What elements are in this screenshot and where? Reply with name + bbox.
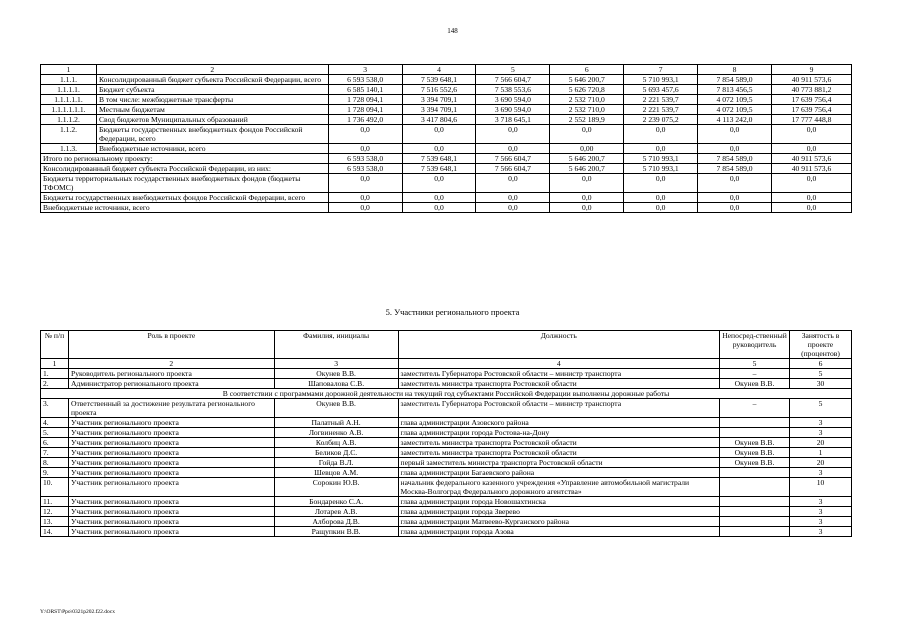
participant-role: Участник регионального проекта	[68, 497, 274, 507]
row-value: 5 710 993,1	[624, 75, 698, 85]
header-role: Роль в проекте	[68, 331, 274, 359]
row-value: 7 566 604,7	[476, 164, 550, 174]
table-row	[41, 517, 852, 527]
participant-supervisor: –	[720, 399, 790, 418]
table-row	[41, 154, 852, 164]
row-value: 5 626 720,8	[550, 85, 624, 95]
row-value: 7 566 604,7	[476, 75, 550, 85]
row-code: 1.1.3.	[41, 144, 97, 154]
table-row	[41, 448, 852, 458]
row-value: 5 710 993,1	[624, 154, 698, 164]
participant-supervisor: Окунев В.В.	[720, 448, 790, 458]
header-position: Должность	[398, 331, 720, 359]
row-name: Бюджет субъекта	[96, 85, 328, 95]
row-value: 3 417 804,6	[402, 115, 476, 125]
participant-position: глава администрации города Азова	[398, 527, 720, 537]
table-row	[41, 115, 852, 125]
header-num: № п/п	[41, 331, 69, 359]
table-row	[41, 125, 852, 144]
column-index: 1	[41, 65, 97, 75]
column-index: 4	[402, 65, 476, 75]
participant-role: Администратор регионального проекта	[68, 379, 274, 389]
participant-employment: 5	[789, 369, 851, 379]
row-name: Внебюджетные источники, всего	[41, 203, 329, 213]
table-row	[41, 85, 852, 95]
participant-role: Ответственный за достижение результата регионального проекта	[68, 399, 274, 418]
participant-employment: 1	[789, 448, 851, 458]
row-name: Итого по региональному проекту:	[41, 154, 329, 164]
row-value: 0,0	[772, 203, 852, 213]
participant-position: глава администрации Азовского района	[398, 418, 720, 428]
row-value: 2 239 075,2	[624, 115, 698, 125]
row-name: Бюджеты государственных внебюджетных фондов Российской Федерации, всего	[96, 125, 328, 144]
row-value: 0,0	[624, 193, 698, 203]
row-value: 3 690 594,0	[476, 105, 550, 115]
participant-role: Участник регионального проекта	[68, 527, 274, 537]
file-path-footer: Y:\ORST\Ppo\0321p202.f22.docx	[40, 609, 115, 615]
participant-role: Участник регионального проекта	[68, 418, 274, 428]
participants-table	[40, 330, 852, 537]
table-row	[41, 75, 852, 85]
participant-name: Бондаренко С.А.	[274, 497, 398, 507]
table-row	[41, 95, 852, 105]
row-value: 5 693 457,6	[624, 85, 698, 95]
column-index: 3	[274, 359, 398, 369]
row-value: 7 539 648,1	[402, 154, 476, 164]
participant-supervisor: Окунев В.В.	[720, 379, 790, 389]
header-supervisor: Непосред-ственный руководитель	[720, 331, 790, 359]
participant-num: 2.	[41, 379, 69, 389]
participant-employment: 20	[789, 438, 851, 448]
row-value: 0,0	[476, 193, 550, 203]
participant-role: Участник регионального проекта	[68, 517, 274, 527]
participant-num: 4.	[41, 418, 69, 428]
participant-employment: 3	[789, 507, 851, 517]
row-value: 6 593 538,0	[328, 154, 402, 164]
participant-role: Руководитель регионального проекта	[68, 369, 274, 379]
row-value: 0,0	[550, 174, 624, 193]
participant-position: глава администрации города Ростова-на-Дону	[398, 428, 720, 438]
table-row	[41, 399, 852, 418]
row-value: 4 113 242,0	[698, 115, 772, 125]
row-name: Внебюджетные источники, всего	[96, 144, 328, 154]
participant-supervisor	[720, 527, 790, 537]
row-name: В том числе: межбюджетные трансферты	[96, 95, 328, 105]
row-value: 6 593 538,0	[328, 164, 402, 174]
participant-name: Палатный А.Н.	[274, 418, 398, 428]
participant-num: 14.	[41, 527, 69, 537]
participant-supervisor	[720, 478, 790, 497]
participant-num: 12.	[41, 507, 69, 517]
participants-header-row	[41, 331, 852, 359]
row-value: 2 552 189,9	[550, 115, 624, 125]
row-value: 7 854 589,0	[698, 154, 772, 164]
row-value: 0,00	[550, 144, 624, 154]
row-value: 0,0	[624, 144, 698, 154]
row-value: 7 539 648,1	[402, 75, 476, 85]
participant-position: первый заместитель министра транспорта Ростовской области	[398, 458, 720, 468]
participant-name: Окунев В.В.	[274, 399, 398, 418]
participant-supervisor	[720, 468, 790, 478]
row-value: 0,0	[624, 203, 698, 213]
row-value: 0,0	[402, 125, 476, 144]
table-row	[41, 507, 852, 517]
row-value: 7 516 552,6	[402, 85, 476, 95]
participant-role: Участник регионального проекта	[68, 438, 274, 448]
table-row	[41, 164, 852, 174]
row-value: 0,0	[328, 125, 402, 144]
participant-supervisor	[720, 497, 790, 507]
row-value: 7 813 456,5	[698, 85, 772, 95]
participant-role: Участник регионального проекта	[68, 448, 274, 458]
row-value: 0,0	[772, 144, 852, 154]
participant-name: Окунев В.В.	[274, 369, 398, 379]
column-index: 5	[720, 359, 790, 369]
participant-num: 8.	[41, 458, 69, 468]
row-value: 2 221 539,7	[624, 95, 698, 105]
table-row	[41, 193, 852, 203]
column-index: 7	[624, 65, 698, 75]
row-value: 7 854 589,0	[698, 164, 772, 174]
row-value: 0,0	[476, 125, 550, 144]
participant-position: начальник федерального казенного учреждения «Управление автомобильной магистрали Москва-Волгоград Федерального дорожного агентства»	[398, 478, 720, 497]
row-name: Свод бюджетов Муниципальных образований	[96, 115, 328, 125]
participant-name: Лотарев А.В.	[274, 507, 398, 517]
participant-num: 1.	[41, 369, 69, 379]
table-row	[41, 497, 852, 507]
participant-num: 11.	[41, 497, 69, 507]
participant-role: Участник регионального проекта	[68, 478, 274, 497]
row-name: Бюджеты государственных внебюджетных фондов Российской Федерации, всего	[41, 193, 329, 203]
row-code: 1.1.1.1.1.1.	[41, 105, 97, 115]
table-row	[41, 458, 852, 468]
column-index: 2	[96, 65, 328, 75]
row-value: 0,0	[698, 144, 772, 154]
row-value: 3 718 645,1	[476, 115, 550, 125]
table-row	[41, 174, 852, 193]
participant-employment: 3	[789, 517, 851, 527]
page-number: 148	[447, 27, 458, 35]
row-value: 0,0	[402, 144, 476, 154]
budget-table	[40, 64, 852, 213]
row-name: Местным бюджетам	[96, 105, 328, 115]
row-value: 2 532 710,0	[550, 105, 624, 115]
participants-index-row	[41, 359, 852, 369]
row-code: 1.1.1.2.	[41, 115, 97, 125]
row-value: 0,0	[772, 193, 852, 203]
participant-position: заместитель Губернатора Ростовской области – министр транспорта	[398, 369, 720, 379]
row-value: 3 394 709,1	[402, 105, 476, 115]
participant-position: глава администрации города Новошахтинска	[398, 497, 720, 507]
row-value: 7 539 648,1	[402, 164, 476, 174]
row-value: 5 646 200,7	[550, 75, 624, 85]
participant-num: 10.	[41, 478, 69, 497]
row-value: 0,0	[328, 203, 402, 213]
row-value: 0,0	[772, 125, 852, 144]
row-name: Консолидированный бюджет субъекта Российской Федерации, из них:	[41, 164, 329, 174]
participant-supervisor: Окунев В.В.	[720, 458, 790, 468]
row-code: 1.1.1.	[41, 75, 97, 85]
row-value: 2 532 710,0	[550, 95, 624, 105]
participant-position: глава администрации города Зверево	[398, 507, 720, 517]
participant-role: Участник регионального проекта	[68, 507, 274, 517]
table-row	[41, 203, 852, 213]
row-value: 1 736 492,0	[328, 115, 402, 125]
participant-name: Ращупкин В.В.	[274, 527, 398, 537]
participant-num: 9.	[41, 468, 69, 478]
row-value: 6 593 538,0	[328, 75, 402, 85]
participant-role: Участник регионального проекта	[68, 428, 274, 438]
participant-employment: 3	[789, 527, 851, 537]
row-value: 4 072 109,5	[698, 105, 772, 115]
row-value: 5 646 200,7	[550, 154, 624, 164]
table-row	[41, 379, 852, 389]
section-title: 5. Участники регионального проекта	[385, 307, 520, 317]
row-code: 1.1.1.1.1.	[41, 95, 97, 105]
row-code: 1.1.2.	[41, 125, 97, 144]
participant-employment: 20	[789, 458, 851, 468]
row-value: 0,0	[476, 203, 550, 213]
participant-supervisor	[720, 428, 790, 438]
row-value: 5 646 200,7	[550, 164, 624, 174]
participant-name: Логвиненко А.В.	[274, 428, 398, 438]
participant-num: 5.	[41, 428, 69, 438]
row-value: 0,0	[402, 174, 476, 193]
row-value: 17 639 756,4	[772, 95, 852, 105]
row-value: 0,0	[624, 125, 698, 144]
table-row	[41, 478, 852, 497]
row-value: 17 777 448,8	[772, 115, 852, 125]
row-value: 3 690 594,0	[476, 95, 550, 105]
participant-employment: 30	[789, 379, 851, 389]
participant-name: Гойда В.Л.	[274, 458, 398, 468]
table-row	[41, 369, 852, 379]
column-index: 6	[789, 359, 851, 369]
row-value: 0,0	[328, 144, 402, 154]
participant-num: 7.	[41, 448, 69, 458]
header-employment: Занятость в проекте (процентов)	[789, 331, 851, 359]
span-note: В соответствии с программами дорожной деятельности на текущий год субъектами Российской Федерации выполнены дорожные работы	[41, 389, 852, 399]
row-value: 0,0	[402, 193, 476, 203]
row-value: 0,0	[476, 174, 550, 193]
participant-employment: 5	[789, 399, 851, 418]
row-value: 0,0	[698, 203, 772, 213]
participant-num: 6.	[41, 438, 69, 448]
participant-position: глава администрации Багаевского района	[398, 468, 720, 478]
row-value: 6 585 140,1	[328, 85, 402, 95]
row-value: 40 911 573,6	[772, 154, 852, 164]
table-row	[41, 144, 852, 154]
row-value: 3 394 709,1	[402, 95, 476, 105]
participant-supervisor	[720, 418, 790, 428]
column-index: 2	[68, 359, 274, 369]
participant-employment: 3	[789, 428, 851, 438]
participant-supervisor: –	[720, 369, 790, 379]
row-value: 7 566 604,7	[476, 154, 550, 164]
row-value: 0,0	[328, 193, 402, 203]
participant-supervisor	[720, 517, 790, 527]
row-value: 17 639 756,4	[772, 105, 852, 115]
column-index: 9	[772, 65, 852, 75]
participant-name: Сорокин Ю.В.	[274, 478, 398, 497]
table-row	[41, 418, 852, 428]
participant-name: Беликов Д.С.	[274, 448, 398, 458]
participant-name: Шаповалова С.В.	[274, 379, 398, 389]
participant-position: заместитель министра транспорта Ростовской области	[398, 448, 720, 458]
row-value: 0,0	[550, 203, 624, 213]
participant-position: заместитель Губернатора Ростовской области – министр транспорта	[398, 399, 720, 418]
row-value: 7 854 589,0	[698, 75, 772, 85]
row-value: 1 728 094,1	[328, 105, 402, 115]
row-value: 1 728 094,1	[328, 95, 402, 105]
row-value: 0,0	[772, 174, 852, 193]
column-index: 6	[550, 65, 624, 75]
row-value: 4 072 109,5	[698, 95, 772, 105]
row-value: 0,0	[698, 193, 772, 203]
participant-supervisor	[720, 507, 790, 517]
row-value: 0,0	[550, 125, 624, 144]
row-value: 5 710 993,1	[624, 164, 698, 174]
row-value: 0,0	[698, 174, 772, 193]
row-value: 0,0	[328, 174, 402, 193]
table-row	[41, 105, 852, 115]
participant-position: глава администрации Матвеево-Курганского района	[398, 517, 720, 527]
participant-role: Участник регионального проекта	[68, 468, 274, 478]
row-value: 7 538 553,6	[476, 85, 550, 95]
column-index: 3	[328, 65, 402, 75]
column-index: 1	[41, 359, 69, 369]
header-name: Фамилия, инициалы	[274, 331, 398, 359]
row-value: 0,0	[476, 144, 550, 154]
participant-num: 13.	[41, 517, 69, 527]
column-index: 5	[476, 65, 550, 75]
row-value: 40 773 881,2	[772, 85, 852, 95]
table-row	[41, 527, 852, 537]
row-name: Бюджеты территориальных государственных внебюджетных фондов (бюджеты ТФОМС)	[41, 174, 329, 193]
participant-name: Алборова Д.В.	[274, 517, 398, 527]
column-index: 4	[398, 359, 720, 369]
participant-role: Участник регионального проекта	[68, 458, 274, 468]
participant-num: 3.	[41, 399, 69, 418]
table-row	[41, 468, 852, 478]
participant-employment: 3	[789, 497, 851, 507]
participant-name: Шевцов А.М.	[274, 468, 398, 478]
row-value: 0,0	[698, 125, 772, 144]
table-row	[41, 389, 852, 399]
budget-header-row	[41, 65, 852, 75]
participant-supervisor: Окунев В.В.	[720, 438, 790, 448]
participant-employment: 3	[789, 468, 851, 478]
table-row	[41, 438, 852, 448]
participant-employment: 10	[789, 478, 851, 497]
row-value: 40 911 573,6	[772, 75, 852, 85]
table-row	[41, 428, 852, 438]
participant-employment: 3	[789, 418, 851, 428]
row-value: 40 911 573,6	[772, 164, 852, 174]
row-value: 0,0	[402, 203, 476, 213]
row-value: 0,0	[550, 193, 624, 203]
participant-position: заместитель министра транспорта Ростовской области	[398, 379, 720, 389]
column-index: 8	[698, 65, 772, 75]
participant-position: заместитель министра транспорта Ростовской области	[398, 438, 720, 448]
row-code: 1.1.1.1.	[41, 85, 97, 95]
row-value: 2 221 539,7	[624, 105, 698, 115]
row-value: 0,0	[624, 174, 698, 193]
row-name: Консолидированный бюджет субъекта Российской Федерации, всего	[96, 75, 328, 85]
participant-name: Колбиц А.В.	[274, 438, 398, 448]
